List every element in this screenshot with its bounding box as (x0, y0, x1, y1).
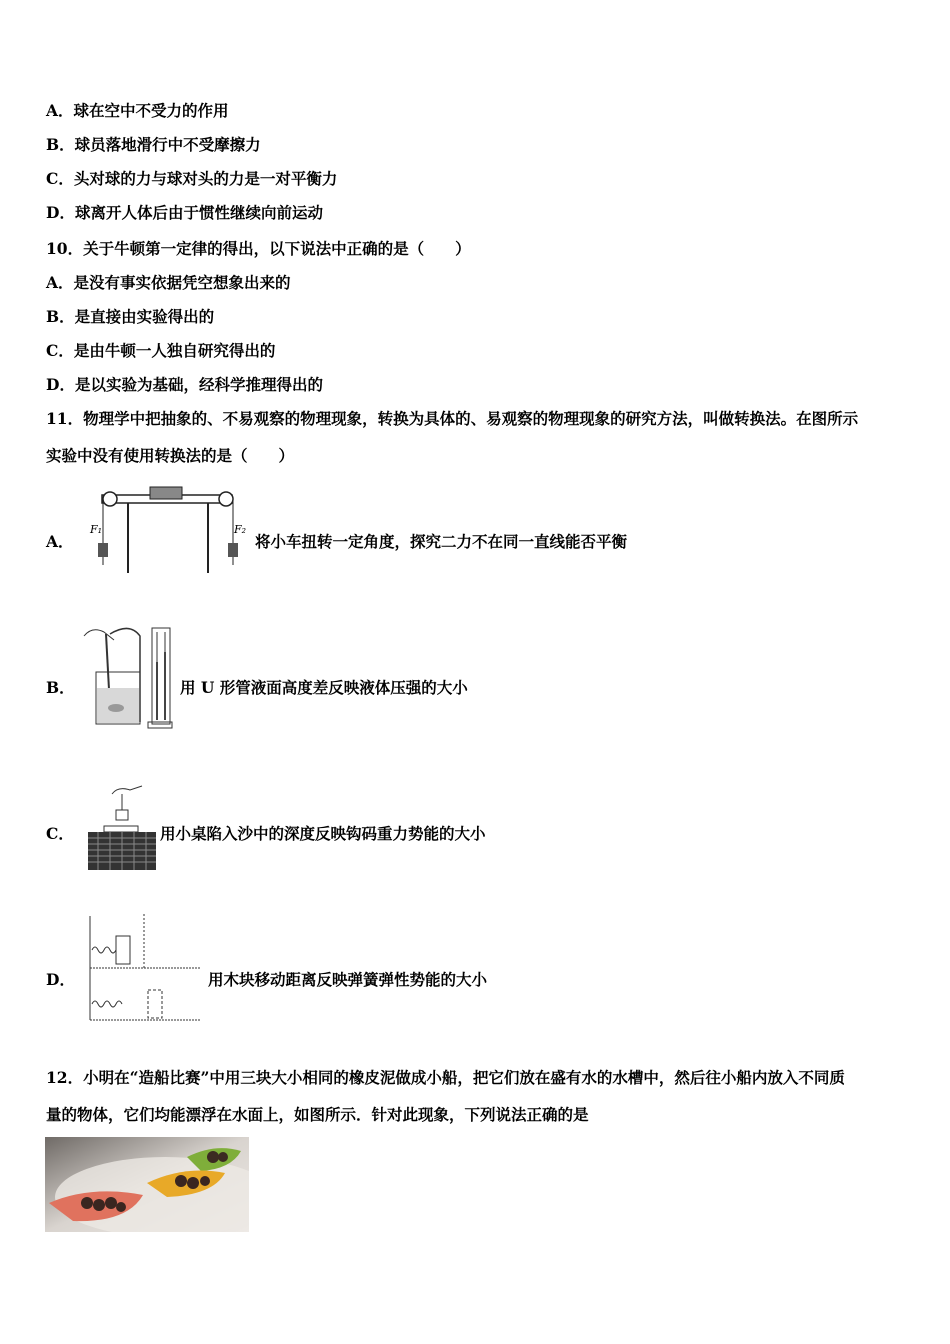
q11-option-b-label: B． (46, 678, 75, 697)
q11-option-b-text: 用 U 形管液面高度差反映液体压强的大小 (180, 678, 468, 697)
q11-stem-line2: 实验中没有使用转换法的是（ ） (46, 446, 295, 465)
f1-label: F₁ (90, 523, 103, 536)
q9-option-c: C．头对球的力与球对头的力是一对平衡力 (46, 169, 338, 188)
q12-stem-line2: 量的物体，它们均能漂浮在水面上，如图所示．针对此现象，下列说法正确的是 (46, 1105, 589, 1124)
q11-option-b-figure (80, 622, 178, 730)
q10-option-b: B．是直接由实验得出的 (46, 307, 215, 326)
q10-stem: 10．关于牛顿第一定律的得出，以下说法中正确的是（ ） (46, 239, 471, 258)
q9-option-a: A．球在空中不受力的作用 (46, 101, 229, 120)
q11-option-d-label: D． (46, 970, 75, 989)
q11-option-c-text: 用小桌陷入沙中的深度反映钩码重力势能的大小 (160, 824, 486, 843)
q10-option-c: C．是由牛顿一人独自研究得出的 (46, 341, 276, 360)
q9-option-d: D．球离开人体后由于惯性继续向前运动 (46, 203, 323, 222)
q11-stem-line1: 11．物理学中把抽象的、不易观察的物理现象，转换为具体的、易观察的物理现象的研究方法，叫做转换法。在图所示 (46, 409, 859, 428)
f2-label: F₂ (234, 523, 247, 536)
q11-option-d-text: 用木块移动距离反映弹簧弹性势能的大小 (208, 970, 488, 989)
q9-option-b: B．球员落地滑行中不受摩擦力 (46, 135, 261, 154)
q11-option-c-figure (86, 782, 158, 874)
clay-boats-photo (45, 1137, 249, 1232)
q10-option-a: A．是没有事实依据凭空想象出来的 (46, 273, 291, 292)
q11-option-a-text: 将小车扭转一定角度，探究二力不在同一直线能否平衡 (255, 532, 628, 551)
q10-option-d: D．是以实验为基础，经科学推理得出的 (46, 375, 323, 394)
q11-option-a-label: A． (46, 532, 74, 551)
q11-option-a-figure (88, 485, 248, 577)
q12-stem-line1: 12．小明在“造船比赛”中用三块大小相同的橡皮泥做成小船，把它们放在盛有水的水槽中，然后往小船内放入不同质 (46, 1068, 845, 1087)
q11-option-d-figure (84, 912, 202, 1024)
q11-option-c-label: C． (46, 824, 74, 843)
